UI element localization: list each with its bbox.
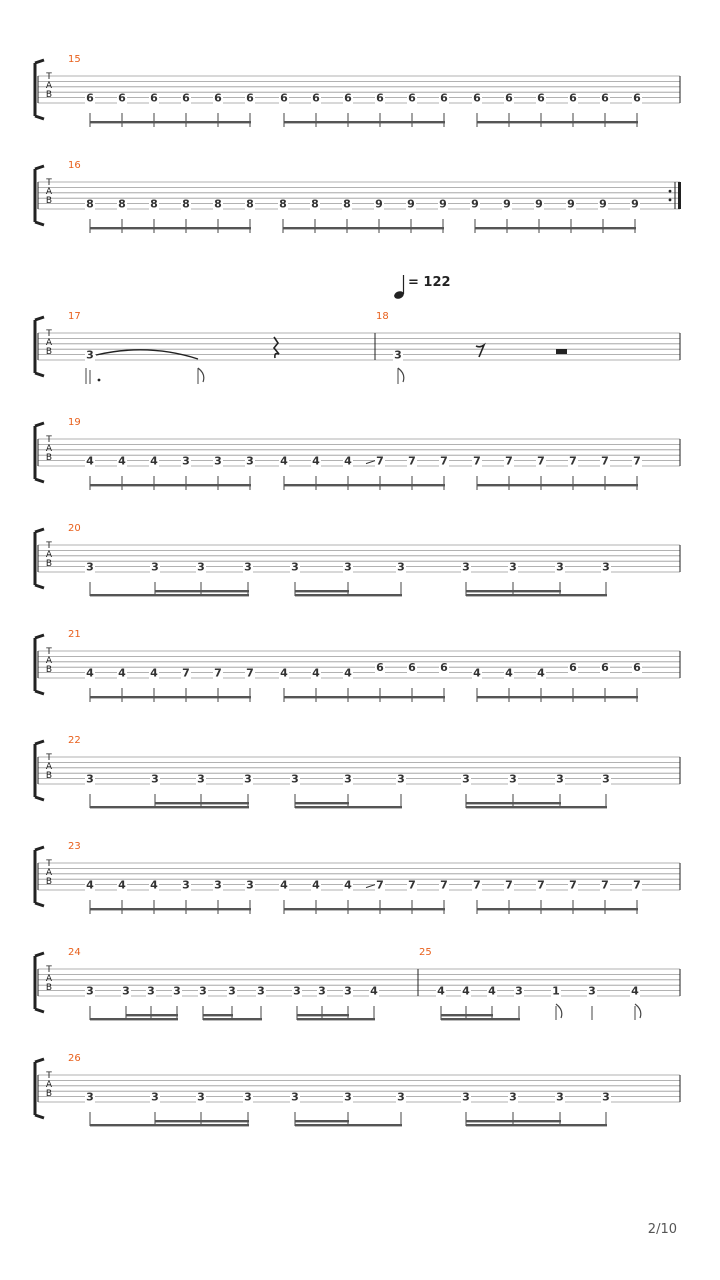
slide-mark [366, 461, 375, 464]
fret-number: 8 [246, 197, 254, 211]
tab-system [35, 947, 680, 1020]
tab-system [35, 311, 680, 384]
fret-number: 7 [440, 454, 448, 468]
fret-number: 7 [569, 878, 577, 892]
fret-number: 6 [633, 661, 641, 675]
tab-clef-letter: A [45, 81, 53, 91]
beam [477, 908, 638, 910]
tab-clef-letter: A [45, 1080, 53, 1090]
fret-number: 7 [601, 878, 609, 892]
fret-number: 9 [567, 197, 575, 211]
tab-clef-letter: T [46, 647, 52, 657]
beam [475, 227, 636, 229]
system-bracket [35, 953, 44, 1012]
eighth-flag [398, 368, 404, 382]
fret-number: 9 [471, 197, 479, 211]
fret-number: 7 [473, 454, 481, 468]
fret-number: 3 [246, 454, 254, 468]
beam [90, 806, 249, 808]
system-bracket [35, 60, 44, 119]
fret-number: 3 [293, 984, 301, 998]
fret-number: 7 [214, 666, 222, 680]
fret-number: 3 [462, 772, 470, 786]
fret-number: 7 [408, 878, 416, 892]
fret-number: 3 [602, 1090, 610, 1104]
tab-system [35, 1053, 680, 1126]
system-bracket [35, 1059, 44, 1118]
fret-number: 3 [122, 984, 130, 998]
fret-number: 4 [150, 666, 158, 680]
fret-number: 6 [601, 661, 609, 675]
fret-number: 3 [86, 1090, 94, 1104]
measure-number: 23 [68, 841, 81, 852]
measure-number: 16 [68, 160, 81, 171]
tab-clef-letter: A [45, 338, 53, 348]
fret-number: 3 [509, 560, 517, 574]
fret-number: 7 [376, 878, 384, 892]
repeat-dot [669, 199, 672, 202]
fret-number: 9 [439, 197, 447, 211]
beam [284, 484, 445, 486]
fret-number: 3 [291, 772, 299, 786]
measure-number: 15 [68, 54, 81, 65]
fret-number: 4 [370, 984, 378, 998]
fret-number: 6 [408, 661, 416, 675]
beam [295, 1124, 402, 1126]
fret-number: 9 [535, 197, 543, 211]
fret-number: 4 [344, 666, 352, 680]
measure-number: 22 [68, 735, 81, 746]
fret-number: 7 [601, 454, 609, 468]
fret-number: 3 [86, 984, 94, 998]
fret-number: 3 [344, 1090, 352, 1104]
tab-clef-letter: A [45, 868, 53, 878]
fret-number: 3 [462, 1090, 470, 1104]
tab-clef-letter: B [45, 347, 53, 357]
fret-number: 4 [280, 454, 288, 468]
fret-number: 9 [503, 197, 511, 211]
tab-clef-letter: B [45, 453, 53, 463]
beam [466, 594, 607, 596]
fret-number: 3 [556, 560, 564, 574]
measure-number: 19 [68, 417, 81, 428]
measure-number: 24 [68, 947, 81, 958]
fret-number: 3 [214, 878, 222, 892]
fret-number: 6 [118, 91, 126, 105]
tempo-marking: = 122 [408, 275, 451, 290]
measure-number: 20 [68, 523, 81, 534]
fret-number: 4 [312, 878, 320, 892]
fret-number: 3 [244, 772, 252, 786]
tab-system [35, 160, 681, 233]
fret-number: 3 [228, 984, 236, 998]
beam [90, 908, 251, 910]
tab-clef-letter: A [45, 656, 53, 666]
tab-system [35, 841, 680, 914]
fret-number: 4 [280, 878, 288, 892]
fret-number: 3 [515, 984, 523, 998]
fret-number: 3 [588, 984, 596, 998]
eighth-rest [476, 345, 484, 357]
beam [466, 806, 607, 808]
beam [477, 121, 638, 123]
tab-clef-letter: T [46, 965, 52, 975]
fret-number: 3 [291, 560, 299, 574]
fret-number: 3 [151, 560, 159, 574]
beam [466, 590, 561, 592]
fret-number: 4 [150, 878, 158, 892]
fret-number: 4 [344, 454, 352, 468]
fret-number: 3 [397, 1090, 405, 1104]
fret-number: 4 [86, 454, 94, 468]
fret-number: 7 [182, 666, 190, 680]
fret-number: 6 [440, 91, 448, 105]
beam [295, 594, 402, 596]
fret-number: 4 [312, 666, 320, 680]
fret-number: 3 [86, 772, 94, 786]
fret-number: 6 [344, 91, 352, 105]
fret-number: 6 [86, 91, 94, 105]
tab-clef-letter: A [45, 187, 53, 197]
fret-number: 3 [147, 984, 155, 998]
fret-number: 4 [462, 984, 470, 998]
fret-number: 7 [440, 878, 448, 892]
fret-number: 7 [569, 454, 577, 468]
tab-clef-letter: B [45, 90, 53, 100]
beam [90, 227, 251, 229]
fret-number: 4 [118, 878, 126, 892]
fret-number: 3 [602, 772, 610, 786]
fret-number: 6 [440, 661, 448, 675]
system-bracket [35, 423, 44, 482]
beam [283, 227, 444, 229]
fret-number: 4 [86, 878, 94, 892]
fret-number: 6 [376, 661, 384, 675]
fret-number: 3 [602, 560, 610, 574]
fret-number: 3 [246, 878, 254, 892]
fret-number: 4 [118, 666, 126, 680]
fret-number: 7 [408, 454, 416, 468]
fret-number: 7 [505, 454, 513, 468]
fret-number: 3 [344, 984, 352, 998]
tab-system [35, 629, 680, 702]
beam [466, 1124, 607, 1126]
fret-number: 7 [505, 878, 513, 892]
system-bracket [35, 741, 44, 800]
tab-clef-letter: A [45, 444, 53, 454]
beam [284, 908, 445, 910]
fret-number: 6 [182, 91, 190, 105]
fret-number: 6 [376, 91, 384, 105]
fret-number: 8 [86, 197, 94, 211]
beam [284, 696, 445, 698]
fret-number: 6 [408, 91, 416, 105]
beam [90, 484, 251, 486]
fret-number: 7 [633, 454, 641, 468]
tab-clef-letter: A [45, 762, 53, 772]
fret-number: 1 [552, 984, 560, 998]
fret-number: 6 [280, 91, 288, 105]
fret-number: 4 [344, 878, 352, 892]
fret-number: 3 [182, 454, 190, 468]
fret-number: 3 [556, 772, 564, 786]
fret-number: 4 [312, 454, 320, 468]
fret-number: 4 [280, 666, 288, 680]
fret-number: 3 [509, 1090, 517, 1104]
beam [90, 1018, 178, 1020]
tab-system [35, 417, 680, 490]
tab-system [35, 523, 680, 596]
tab-clef-letter: T [46, 1071, 52, 1081]
fret-number: 4 [118, 454, 126, 468]
system-bracket [35, 529, 44, 588]
beam [466, 802, 561, 804]
fret-number: 6 [569, 91, 577, 105]
augmentation-dot [98, 379, 101, 382]
fret-number: 3 [344, 560, 352, 574]
fret-number: 8 [150, 197, 158, 211]
fret-number: 3 [397, 772, 405, 786]
measure-number: 26 [68, 1053, 81, 1064]
fret-number: 6 [473, 91, 481, 105]
fret-number: 7 [376, 454, 384, 468]
fret-number: 8 [343, 197, 351, 211]
slide-mark [366, 885, 375, 888]
fret-number: 4 [537, 666, 545, 680]
beam [466, 1120, 561, 1122]
fret-number: 3 [257, 984, 265, 998]
fret-number: 4 [150, 454, 158, 468]
beam [295, 590, 349, 592]
tab-clef-letter: T [46, 753, 52, 763]
beam [295, 806, 402, 808]
beam [295, 802, 349, 804]
fret-number: 3 [344, 772, 352, 786]
fret-number: 8 [182, 197, 190, 211]
beam [90, 594, 249, 596]
beam [90, 1124, 249, 1126]
fret-number: 4 [631, 984, 639, 998]
beam [203, 1018, 262, 1020]
tab-clef-letter: B [45, 665, 53, 675]
fret-number: 6 [214, 91, 222, 105]
fret-number: 3 [397, 560, 405, 574]
fret-number: 3 [86, 560, 94, 574]
repeat-thick-barline [678, 182, 681, 209]
tab-clef-letter: T [46, 72, 52, 82]
system-bracket [35, 635, 44, 694]
beam [203, 1014, 233, 1016]
fret-number: 7 [473, 878, 481, 892]
fret-number: 4 [488, 984, 496, 998]
fret-number: 8 [279, 197, 287, 211]
fret-number: 6 [505, 91, 513, 105]
fret-number: 3 [197, 560, 205, 574]
fret-number: 6 [633, 91, 641, 105]
tab-clef-letter: T [46, 435, 52, 445]
fret-number: 4 [86, 666, 94, 680]
fret-number: 3 [394, 348, 402, 362]
fret-number: 3 [151, 772, 159, 786]
fret-number: 3 [182, 878, 190, 892]
eighth-flag [635, 1004, 641, 1018]
fret-number: 6 [150, 91, 158, 105]
fret-number: 9 [407, 197, 415, 211]
fret-number: 3 [86, 348, 94, 362]
fret-number: 6 [569, 661, 577, 675]
measure-number: 21 [68, 629, 81, 640]
tab-clef-letter: B [45, 559, 53, 569]
fret-number: 3 [244, 1090, 252, 1104]
beam [155, 1120, 249, 1122]
tab-clef-letter: A [45, 550, 53, 560]
fret-number: 6 [537, 91, 545, 105]
fret-number: 3 [509, 772, 517, 786]
fret-number: 3 [214, 454, 222, 468]
fret-number: 8 [311, 197, 319, 211]
fret-number: 9 [375, 197, 383, 211]
tab-clef-letter: T [46, 859, 52, 869]
measure-number: 25 [419, 947, 432, 958]
fret-number: 4 [437, 984, 445, 998]
tab-clef-letter: A [45, 974, 53, 984]
beam [297, 1018, 375, 1020]
tab-system [35, 54, 680, 127]
beam [477, 484, 638, 486]
tab-clef-letter: T [46, 178, 52, 188]
fret-number: 8 [214, 197, 222, 211]
eighth-flag [556, 1004, 562, 1018]
tab-clef-letter: T [46, 541, 52, 551]
fret-number: 7 [537, 454, 545, 468]
fret-number: 3 [151, 1090, 159, 1104]
tab-clef-letter: B [45, 877, 53, 887]
fret-number: 4 [505, 666, 513, 680]
fret-number: 3 [244, 560, 252, 574]
fret-number: 3 [556, 1090, 564, 1104]
beam [284, 121, 445, 123]
tab-clef-letter: B [45, 196, 53, 206]
fret-number: 3 [197, 1090, 205, 1104]
tab-clef-letter: B [45, 983, 53, 993]
beam [155, 802, 249, 804]
fret-number: 8 [118, 197, 126, 211]
measure-number: 17 [68, 311, 81, 322]
fret-number: 9 [631, 197, 639, 211]
half-rest [556, 349, 567, 354]
beam [477, 696, 638, 698]
system-bracket [35, 317, 44, 376]
fret-number: 7 [537, 878, 545, 892]
fret-number: 6 [312, 91, 320, 105]
fret-number: 3 [173, 984, 181, 998]
tab-clef-letter: T [46, 329, 52, 339]
fret-number: 7 [633, 878, 641, 892]
beam [441, 1018, 520, 1020]
eighth-flag [198, 368, 204, 382]
repeat-dot [669, 190, 672, 193]
fret-number: 4 [473, 666, 481, 680]
beam [441, 1014, 493, 1016]
beam [90, 696, 251, 698]
tab-clef-letter: B [45, 771, 53, 781]
fret-number: 7 [246, 666, 254, 680]
beam [126, 1014, 178, 1016]
measure-number: 18 [376, 311, 389, 322]
fret-number: 3 [318, 984, 326, 998]
beam [297, 1014, 349, 1016]
fret-number: 6 [246, 91, 254, 105]
fret-number: 3 [197, 772, 205, 786]
system-bracket [35, 166, 44, 225]
beam [90, 121, 251, 123]
tab-clef-letter: B [45, 1089, 53, 1099]
fret-number: 9 [599, 197, 607, 211]
tab-system [35, 735, 680, 808]
beam [155, 590, 249, 592]
page-number: 2/10 [647, 1222, 677, 1237]
beam [295, 1120, 349, 1122]
fret-number: 3 [291, 1090, 299, 1104]
fret-number: 6 [601, 91, 609, 105]
fret-number: 3 [199, 984, 207, 998]
fret-number: 3 [462, 560, 470, 574]
system-bracket [35, 847, 44, 906]
